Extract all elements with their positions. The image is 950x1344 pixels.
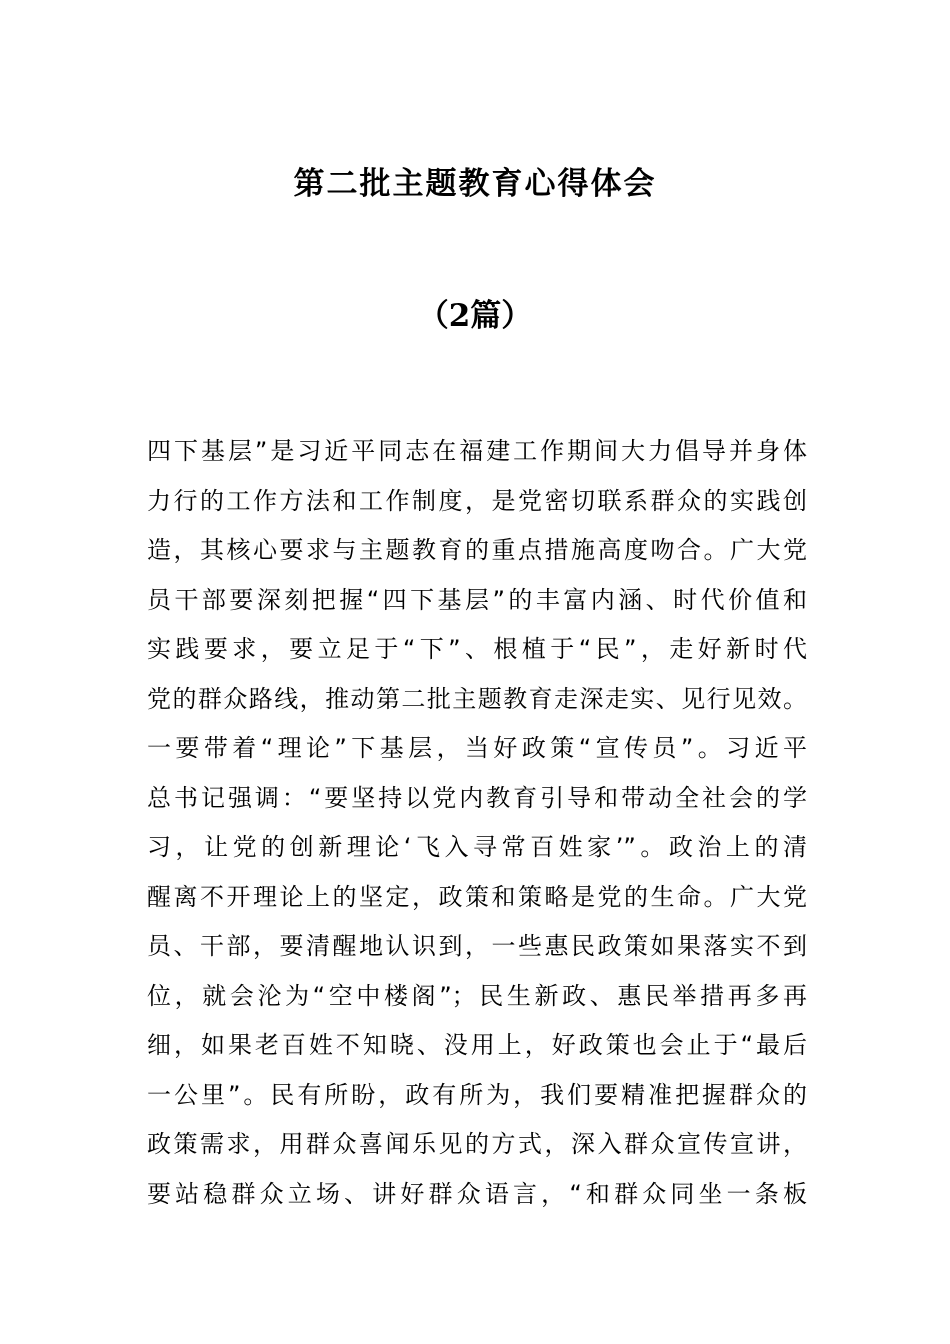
body-line: 实践要求，要立足于“下”、根植于“民”，走好新时代 bbox=[147, 635, 807, 663]
document-subtitle: （2篇） bbox=[417, 298, 533, 334]
document-body bbox=[147, 427, 807, 1219]
body-line: 四下基层”是习近平同志在福建工作期间大力倡导并身体 bbox=[147, 437, 807, 465]
body-line: 政策需求，用群众喜闻乐见的方式，深入群众宣传宣讲， bbox=[147, 1130, 807, 1158]
body-line: 位，就会沦为“空中楼阁”；民生新政、惠民举措再多再 bbox=[147, 981, 807, 1010]
body-line: 总书记强调：“要坚持以党内教育引导和带动全社会的学 bbox=[147, 783, 807, 812]
body-line: 员、干部，要清醒地认识到，一些惠民政策如果落实不到 bbox=[147, 932, 807, 960]
body-line: 一要带着“理论”下基层，当好政策“宣传员”。习近平 bbox=[147, 734, 807, 762]
body-line: 细，如果老百姓不知晓、没用上，好政策也会止于“最后 bbox=[147, 1031, 807, 1059]
body-line: 醒离不开理论上的坚定，政策和策略是党的生命。广大党 bbox=[147, 882, 807, 911]
body-line: 一公里”。民有所盼，政有所为，我们要精准把握群众的 bbox=[147, 1080, 807, 1109]
body-line: 造，其核心要求与主题教育的重点措施高度吻合。广大党 bbox=[147, 536, 807, 564]
body-line: 力行的工作方法和工作制度，是党密切联系群众的实践创 bbox=[147, 486, 807, 515]
document-title: 第二批主题教育心得体会 bbox=[293, 166, 657, 202]
body-line: 习，让党的创新理论‘飞入寻常百姓家’”。政治上的清 bbox=[147, 833, 807, 861]
body-line: 党的群众路线，推动第二批主题教育走深走实、见行见效。 bbox=[147, 684, 807, 713]
body-line: 员干部要深刻把握“四下基层”的丰富内涵、时代价值和 bbox=[147, 585, 807, 614]
body-line: 要站稳群众立场、讲好群众语言，“和群众同坐一条板 bbox=[147, 1179, 807, 1208]
